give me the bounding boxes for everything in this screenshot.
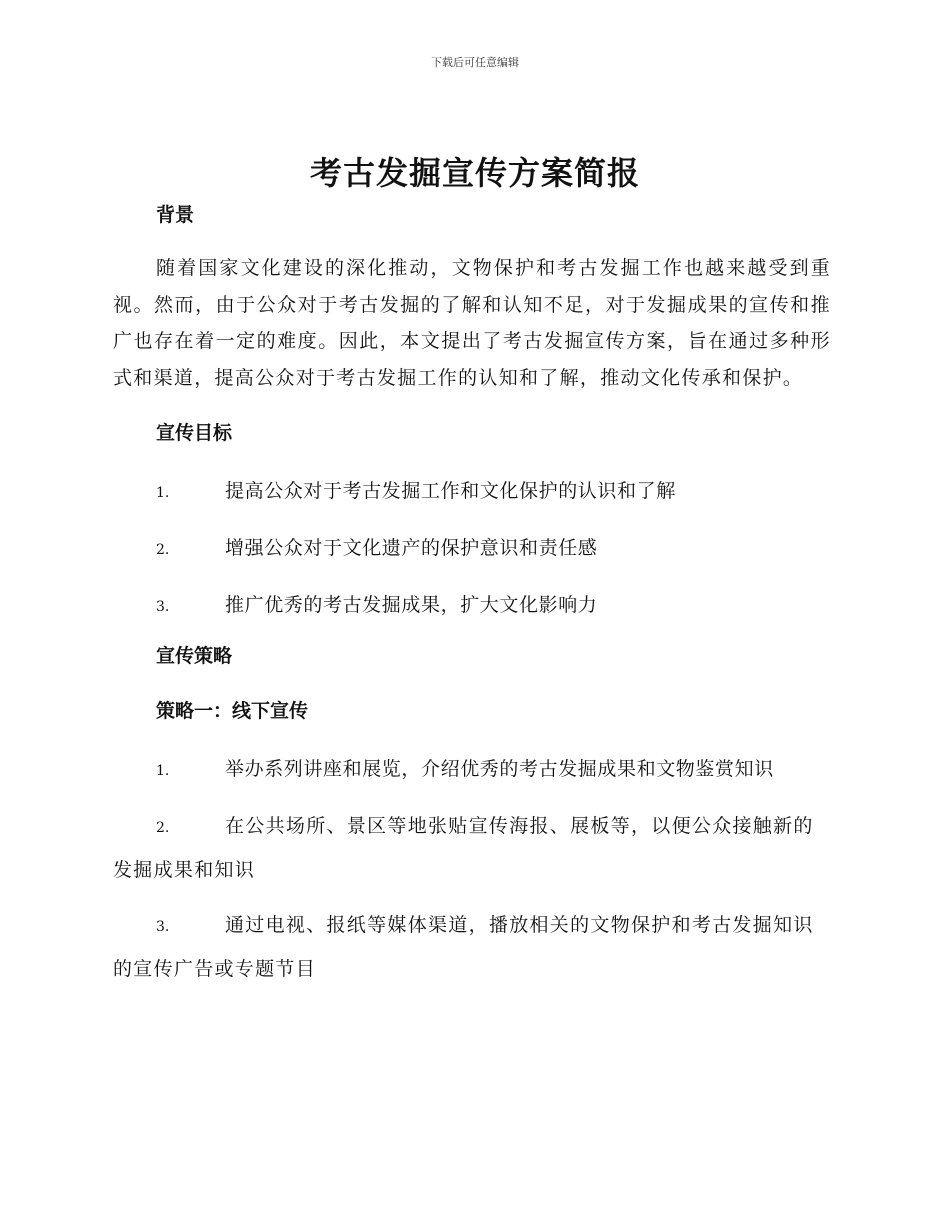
strategy-item bbox=[113, 748, 831, 792]
section-heading-strategy: 宣传策略 bbox=[156, 645, 233, 667]
strategy-sub-heading: 策略一：线下宣传 bbox=[156, 700, 309, 722]
goal-item-number: 2. bbox=[156, 542, 170, 558]
goal-item bbox=[113, 584, 831, 628]
background-paragraph: 随着国家文化建设的深化推动，文物保护和考古发掘工作也越来越受到重视。然而，由于公众对于考古发掘的了解和认知不足，对于发掘成果的宣传和推广也存在着一定的难度。因此，本文提出了考古发掘宣传方案，旨在通过多种形式和渠道，提高公众对于考古发掘工作的认知和了解，推动文化传承和保护。 bbox=[113, 257, 831, 389]
strategy-item-number: 1. bbox=[156, 763, 170, 779]
document-title: 考古发掘宣传方案简报 bbox=[309, 154, 640, 192]
strategy-item-number: 2. bbox=[156, 820, 170, 836]
goal-item-text: 增强公众对于文化遗产的保护意识和责任感 bbox=[225, 537, 598, 559]
goal-item bbox=[113, 527, 831, 571]
goal-item-number: 3. bbox=[156, 599, 170, 615]
document-body bbox=[113, 200, 831, 990]
strategy-item-text: 在公共场所、景区等地张贴宣传海报、展板等，以便公众接触新的发掘成果和知识 bbox=[113, 815, 814, 881]
strategy-item bbox=[113, 805, 831, 891]
goal-item-text: 推广优秀的考古发掘成果，扩大文化影响力 bbox=[225, 594, 598, 616]
section-heading-background: 背景 bbox=[156, 204, 195, 226]
strategy-item bbox=[113, 904, 831, 990]
strategy-item-number: 3. bbox=[156, 919, 170, 935]
section-heading-goals: 宣传目标 bbox=[156, 422, 233, 444]
page-header-note: 下载后可任意编辑 bbox=[431, 56, 519, 69]
goal-item bbox=[113, 470, 831, 514]
strategy-item-text: 举办系列讲座和展览，介绍优秀的考古发掘成果和文物鉴赏知识 bbox=[225, 758, 774, 780]
strategy-item-text: 通过电视、报纸等媒体渠道，播放相关的文物保护和考古发掘知识的宣传广告或专题节目 bbox=[113, 914, 814, 980]
goal-item-text: 提高公众对于考古发掘工作和文化保护的认识和了解 bbox=[225, 480, 676, 502]
goal-item-number: 1. bbox=[156, 485, 170, 501]
